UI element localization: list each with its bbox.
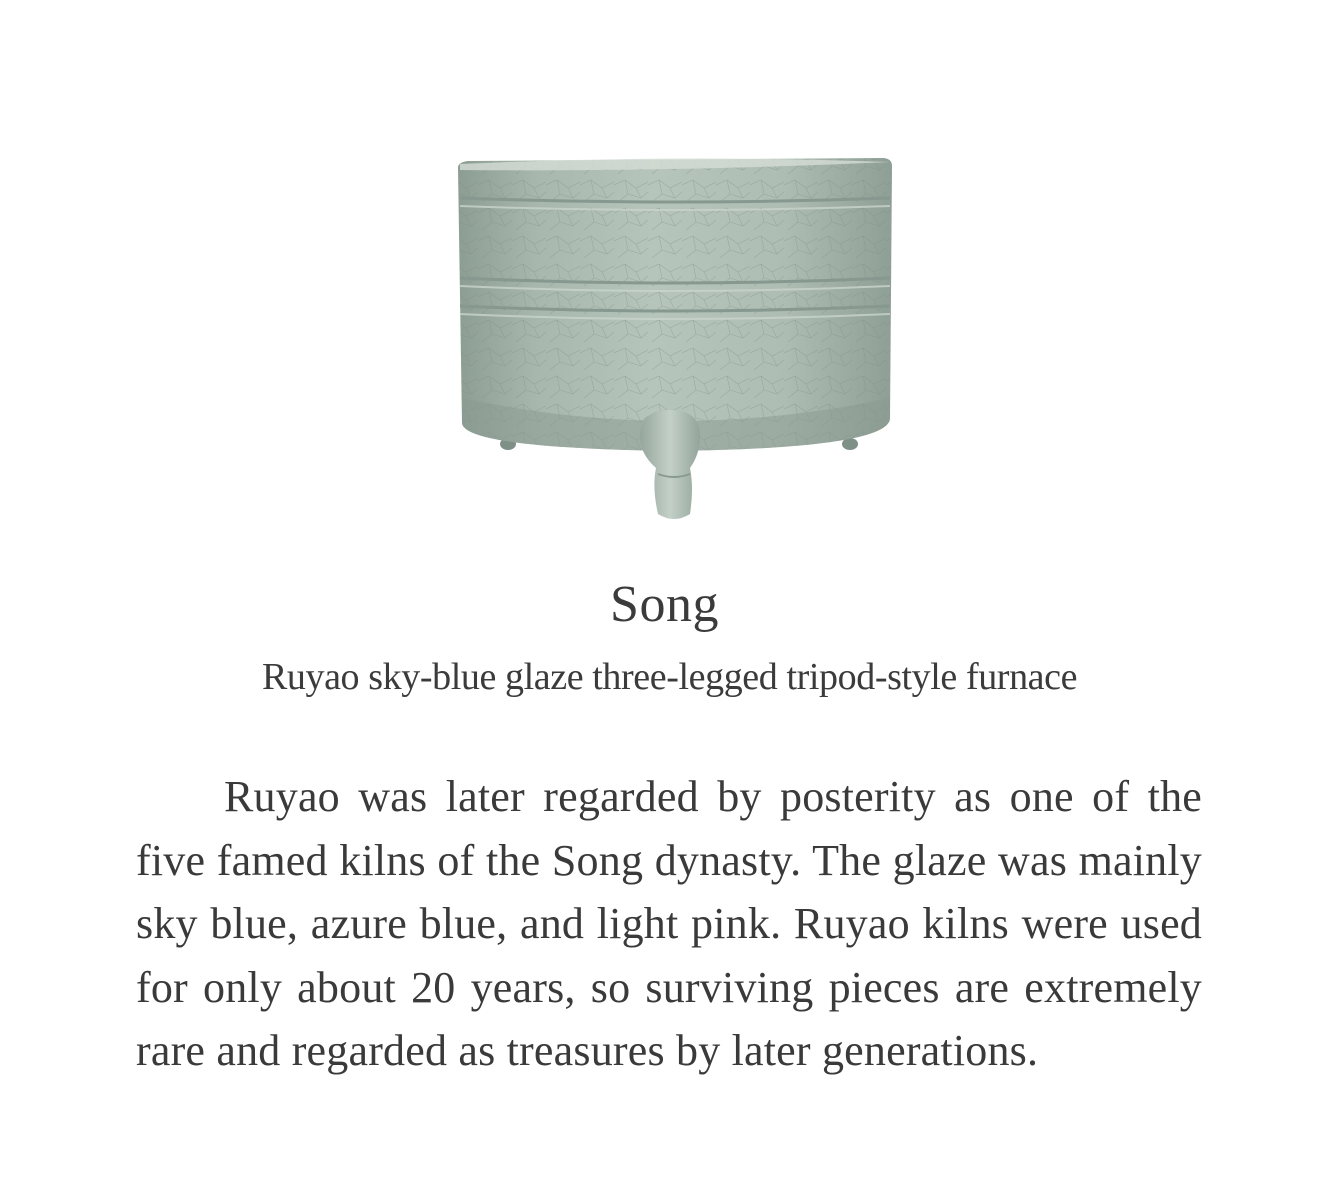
front-leg <box>640 410 700 519</box>
dynasty-title: Song <box>610 576 719 633</box>
artifact-caption: Ruyao sky-blue glaze three-legged tripod-style furnace <box>261 656 1078 698</box>
description-paragraph: Ruyao was later regarded by posterity as one of the five famed kilns of the Song dynasty. The glaze was mainly sky blue, azure blue, and light pink. Ruyao kilns were used for only about 20 years, so surviving pieces are extremely rare and regarded as treasures by later generations. <box>136 772 1202 1075</box>
artifact-image <box>444 148 900 528</box>
